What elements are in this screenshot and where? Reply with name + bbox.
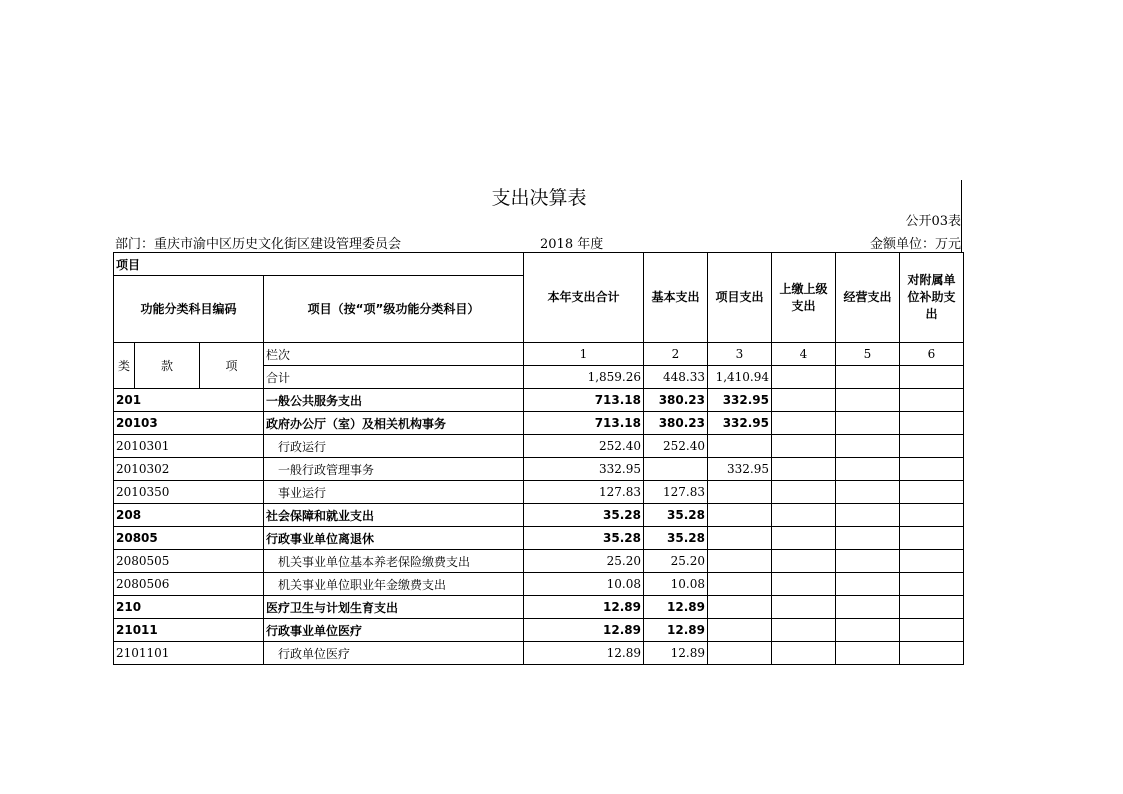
- row-upper: [772, 412, 836, 435]
- row-project: 332.95: [708, 458, 772, 481]
- row-basic: 12.89: [644, 619, 708, 642]
- row-total: 12.89: [524, 619, 644, 642]
- header-lei: 类: [114, 343, 135, 389]
- summary-upper: [772, 366, 836, 389]
- row-name: 行政事业单位离退休: [264, 527, 524, 550]
- row-code: 208: [114, 504, 264, 527]
- table-row: [114, 435, 964, 458]
- row-code: 2080505: [114, 550, 264, 573]
- row-subsidy: [900, 573, 964, 596]
- summary-subsidy: [900, 366, 964, 389]
- row-business: [836, 596, 900, 619]
- col-no-3: 3: [708, 343, 772, 366]
- row-project: [708, 435, 772, 458]
- table-row: [114, 550, 964, 573]
- table-row: [114, 573, 964, 596]
- row-total: 713.18: [524, 389, 644, 412]
- row-basic: 35.28: [644, 504, 708, 527]
- amount-unit: 金额单位：万元: [869, 237, 961, 252]
- row-upper: [772, 596, 836, 619]
- row-subsidy: [900, 389, 964, 412]
- row-basic: 380.23: [644, 389, 708, 412]
- row-subsidy: [900, 458, 964, 481]
- row-code: 2010302: [114, 458, 264, 481]
- header-code-group: 功能分类科目编码: [114, 276, 264, 343]
- row-name: 行政单位医疗: [264, 642, 524, 665]
- row-business: [836, 504, 900, 527]
- row-code: 2010301: [114, 435, 264, 458]
- row-project: 332.95: [708, 412, 772, 435]
- row-project: [708, 619, 772, 642]
- summary-basic: 448.33: [644, 366, 708, 389]
- row-business: [836, 527, 900, 550]
- row-name: 机关事业单位职业年金缴费支出: [264, 573, 524, 596]
- row-project: [708, 550, 772, 573]
- row-code: 2080506: [114, 573, 264, 596]
- row-business: [836, 573, 900, 596]
- header-basic: 基本支出: [644, 253, 708, 343]
- row-upper: [772, 504, 836, 527]
- row-total: 10.08: [524, 573, 644, 596]
- row-upper: [772, 389, 836, 412]
- row-code: 2101101: [114, 642, 264, 665]
- row-subsidy: [900, 596, 964, 619]
- row-name: 机关事业单位基本养老保险缴费支出: [264, 550, 524, 573]
- department-label: 部门：重庆市渝中区历史文化街区建设管理委员会: [115, 237, 402, 252]
- row-subsidy: [900, 619, 964, 642]
- row-name: 一般行政管理事务: [264, 458, 524, 481]
- row-total: 252.40: [524, 435, 644, 458]
- row-name: 行政事业单位医疗: [264, 619, 524, 642]
- row-basic: 10.08: [644, 573, 708, 596]
- row-code: 21011: [114, 619, 264, 642]
- row-upper: [772, 527, 836, 550]
- row-project: [708, 527, 772, 550]
- table-row: [114, 527, 964, 550]
- header-subsidy: 对附属单位补助支出: [900, 253, 964, 343]
- row-business: [836, 458, 900, 481]
- row-subsidy: [900, 550, 964, 573]
- row-project: [708, 596, 772, 619]
- row-upper: [772, 435, 836, 458]
- header-kuan: 款: [135, 343, 200, 389]
- row-code: 201: [114, 389, 264, 412]
- col-no-5: 5: [836, 343, 900, 366]
- summary-label: 合计: [264, 366, 524, 389]
- row-basic: 25.20: [644, 550, 708, 573]
- table-row: [114, 458, 964, 481]
- row-subsidy: [900, 504, 964, 527]
- table-row: [114, 596, 964, 619]
- row-subsidy: [900, 527, 964, 550]
- row-basic: [644, 458, 708, 481]
- col-no-4: 4: [772, 343, 836, 366]
- row-business: [836, 619, 900, 642]
- row-code: 2010350: [114, 481, 264, 504]
- row-total: 713.18: [524, 412, 644, 435]
- summary-total: 1,859.26: [524, 366, 644, 389]
- row-business: [836, 642, 900, 665]
- summary-business: [836, 366, 900, 389]
- row-code: 210: [114, 596, 264, 619]
- col-no-6: 6: [900, 343, 964, 366]
- row-total: 12.89: [524, 642, 644, 665]
- header-upper: 上缴上级支出: [772, 253, 836, 343]
- header-name-col: 项目（按“项”级功能分类科目）: [264, 276, 524, 343]
- header-project: 项目支出: [708, 253, 772, 343]
- row-basic: 127.83: [644, 481, 708, 504]
- row-project: [708, 481, 772, 504]
- row-project: 332.95: [708, 389, 772, 412]
- header-item: 项目: [114, 253, 524, 276]
- row-business: [836, 550, 900, 573]
- header-total: 本年支出合计: [524, 253, 644, 343]
- row-upper: [772, 573, 836, 596]
- row-basic: 12.89: [644, 596, 708, 619]
- row-project: [708, 504, 772, 527]
- table-row: [114, 642, 964, 665]
- row-business: [836, 435, 900, 458]
- header-xiang: 项: [200, 343, 264, 389]
- row-total: 332.95: [524, 458, 644, 481]
- col-no-2: 2: [644, 343, 708, 366]
- row-total: 127.83: [524, 481, 644, 504]
- row-name: 社会保障和就业支出: [264, 504, 524, 527]
- table-row: [114, 481, 964, 504]
- row-basic: 252.40: [644, 435, 708, 458]
- row-name: 政府办公厅（室）及相关机构事务: [264, 412, 524, 435]
- table-row: [114, 619, 964, 642]
- row-name: 行政运行: [264, 435, 524, 458]
- row-upper: [772, 642, 836, 665]
- row-project: [708, 642, 772, 665]
- form-number: 公开03表: [905, 214, 961, 229]
- row-code: 20805: [114, 527, 264, 550]
- header-lanci: 栏次: [264, 343, 524, 366]
- row-total: 12.89: [524, 596, 644, 619]
- row-subsidy: [900, 481, 964, 504]
- row-upper: [772, 481, 836, 504]
- row-name: 事业运行: [264, 481, 524, 504]
- row-name: 一般公共服务支出: [264, 389, 524, 412]
- row-total: 25.20: [524, 550, 644, 573]
- table-row: [114, 412, 964, 435]
- row-code: 20103: [114, 412, 264, 435]
- row-upper: [772, 619, 836, 642]
- row-total: 35.28: [524, 527, 644, 550]
- expenditure-table: [113, 252, 964, 665]
- row-basic: 35.28: [644, 527, 708, 550]
- row-upper: [772, 458, 836, 481]
- col-no-1: 1: [524, 343, 644, 366]
- row-upper: [772, 550, 836, 573]
- row-subsidy: [900, 412, 964, 435]
- summary-project: 1,410.94: [708, 366, 772, 389]
- row-business: [836, 412, 900, 435]
- page-title: 支出决算表: [491, 187, 587, 209]
- fiscal-year: 2018 年度: [540, 237, 604, 252]
- row-subsidy: [900, 642, 964, 665]
- table-row: [114, 389, 964, 412]
- row-subsidy: [900, 435, 964, 458]
- row-business: [836, 389, 900, 412]
- header-business: 经营支出: [836, 253, 900, 343]
- row-total: 35.28: [524, 504, 644, 527]
- row-basic: 380.23: [644, 412, 708, 435]
- row-project: [708, 573, 772, 596]
- row-name: 医疗卫生与计划生育支出: [264, 596, 524, 619]
- row-basic: 12.89: [644, 642, 708, 665]
- table-row: [114, 504, 964, 527]
- row-business: [836, 481, 900, 504]
